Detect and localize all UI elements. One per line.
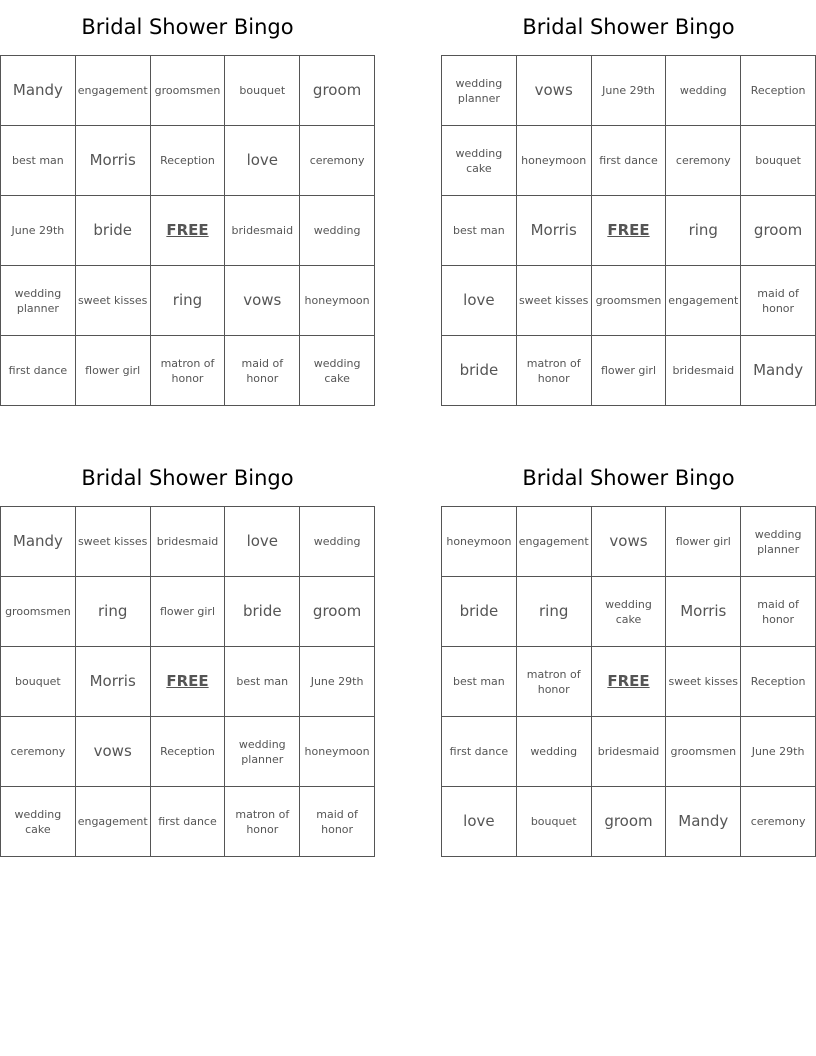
bingo-cell: love: [442, 787, 517, 857]
bingo-cell: groomsmen: [666, 717, 741, 787]
card-title: Bridal Shower Bingo: [81, 15, 294, 39]
bingo-cell: June 29th: [1, 196, 76, 266]
bingo-cell: wedding: [666, 56, 741, 126]
bingo-cell: Morris: [517, 196, 592, 266]
bingo-cell: flower girl: [666, 507, 741, 577]
card-title: Bridal Shower Bingo: [522, 466, 735, 490]
bingo-cell: wedding planner: [442, 56, 517, 126]
bingo-cell: first dance: [442, 717, 517, 787]
bingo-cell: Reception: [151, 126, 226, 196]
bingo-cell: best man: [1, 126, 76, 196]
bingo-cell: groom: [592, 787, 667, 857]
bingo-cell: flower girl: [151, 577, 226, 647]
bingo-cell: honeymoon: [300, 266, 375, 336]
bingo-cell: Morris: [666, 577, 741, 647]
bingo-cell: vows: [592, 507, 667, 577]
card-title: Bridal Shower Bingo: [81, 466, 294, 490]
bingo-cell: honeymoon: [517, 126, 592, 196]
bingo-cell: June 29th: [741, 717, 816, 787]
bingo-cell: groomsmen: [151, 56, 226, 126]
bingo-cell: Mandy: [741, 336, 816, 406]
bingo-cell: wedding planner: [741, 507, 816, 577]
bingo-cell: Reception: [151, 717, 226, 787]
bingo-cell: June 29th: [300, 647, 375, 717]
bingo-cell: bouquet: [1, 647, 76, 717]
bingo-cell: sweet kisses: [76, 507, 151, 577]
bingo-card-3: [0, 451, 375, 857]
bingo-cell: Mandy: [1, 56, 76, 126]
bingo-cell: honeymoon: [300, 717, 375, 787]
free-space: FREE: [592, 647, 667, 717]
bingo-card-4: [441, 451, 816, 857]
bingo-cell: best man: [442, 647, 517, 717]
bingo-cell: first dance: [1, 336, 76, 406]
bingo-cell: ceremony: [1, 717, 76, 787]
bingo-cell: best man: [442, 196, 517, 266]
bingo-cell: first dance: [151, 787, 226, 857]
bingo-cell: groom: [300, 56, 375, 126]
bingo-cell: bride: [442, 577, 517, 647]
bingo-grid: [441, 506, 816, 857]
bingo-cell: engagement: [76, 56, 151, 126]
bingo-cell: sweet kisses: [76, 266, 151, 336]
bingo-cell: Morris: [76, 126, 151, 196]
bingo-cell: matron of honor: [225, 787, 300, 857]
bingo-cell: love: [225, 507, 300, 577]
bingo-card-2: [441, 0, 816, 406]
bingo-cell: matron of honor: [517, 647, 592, 717]
bingo-cell: ring: [517, 577, 592, 647]
bingo-grid: [0, 55, 375, 406]
card-title: Bridal Shower Bingo: [522, 15, 735, 39]
bingo-cell: wedding planner: [225, 717, 300, 787]
bingo-cell: bridesmaid: [225, 196, 300, 266]
free-space: FREE: [151, 196, 226, 266]
bingo-cell: bouquet: [741, 126, 816, 196]
bingo-cell: engagement: [517, 507, 592, 577]
bingo-cell: first dance: [592, 126, 667, 196]
bingo-grid: [0, 506, 375, 857]
bingo-cell: bridesmaid: [151, 507, 226, 577]
bingo-cell: wedding cake: [1, 787, 76, 857]
bingo-cell: ring: [76, 577, 151, 647]
bingo-cell: bride: [225, 577, 300, 647]
bingo-cell: maid of honor: [741, 577, 816, 647]
bingo-cell: engagement: [666, 266, 741, 336]
bingo-cell: maid of honor: [741, 266, 816, 336]
bingo-cell: matron of honor: [517, 336, 592, 406]
bingo-cell: Reception: [741, 56, 816, 126]
bingo-cell: sweet kisses: [666, 647, 741, 717]
bingo-cell: bouquet: [517, 787, 592, 857]
bingo-cell: Morris: [76, 647, 151, 717]
bingo-cell: love: [442, 266, 517, 336]
bingo-cell: bride: [76, 196, 151, 266]
bingo-cell: ceremony: [741, 787, 816, 857]
bingo-cell: vows: [517, 56, 592, 126]
bingo-cell: wedding: [300, 196, 375, 266]
bingo-cell: bridesmaid: [666, 336, 741, 406]
bingo-cell: flower girl: [76, 336, 151, 406]
bingo-cell: ring: [666, 196, 741, 266]
bingo-cell: maid of honor: [300, 787, 375, 857]
bingo-cell: bride: [442, 336, 517, 406]
bingo-cell: June 29th: [592, 56, 667, 126]
bingo-cell: bridesmaid: [592, 717, 667, 787]
bingo-cell: wedding planner: [1, 266, 76, 336]
bingo-card-1: [0, 0, 375, 406]
bingo-cell: groom: [741, 196, 816, 266]
bingo-cell: Reception: [741, 647, 816, 717]
bingo-cell: bouquet: [225, 56, 300, 126]
free-space: FREE: [592, 196, 667, 266]
bingo-cell: wedding cake: [300, 336, 375, 406]
bingo-cell: vows: [225, 266, 300, 336]
bingo-cell: groomsmen: [1, 577, 76, 647]
bingo-cell: best man: [225, 647, 300, 717]
bingo-cell: groom: [300, 577, 375, 647]
bingo-cell: wedding cake: [442, 126, 517, 196]
bingo-cell: matron of honor: [151, 336, 226, 406]
bingo-cell: Mandy: [1, 507, 76, 577]
bingo-cell: Mandy: [666, 787, 741, 857]
bingo-cell: flower girl: [592, 336, 667, 406]
bingo-cell: sweet kisses: [517, 266, 592, 336]
bingo-cell: honeymoon: [442, 507, 517, 577]
bingo-cell: vows: [76, 717, 151, 787]
bingo-cell: ring: [151, 266, 226, 336]
bingo-cell: groomsmen: [592, 266, 667, 336]
bingo-cell: ceremony: [300, 126, 375, 196]
bingo-cell: maid of honor: [225, 336, 300, 406]
bingo-cell: wedding: [517, 717, 592, 787]
bingo-cell: wedding: [300, 507, 375, 577]
free-space: FREE: [151, 647, 226, 717]
bingo-cell: engagement: [76, 787, 151, 857]
bingo-cell: wedding cake: [592, 577, 667, 647]
bingo-grid: [441, 55, 816, 406]
bingo-cell: ceremony: [666, 126, 741, 196]
bingo-cell: love: [225, 126, 300, 196]
